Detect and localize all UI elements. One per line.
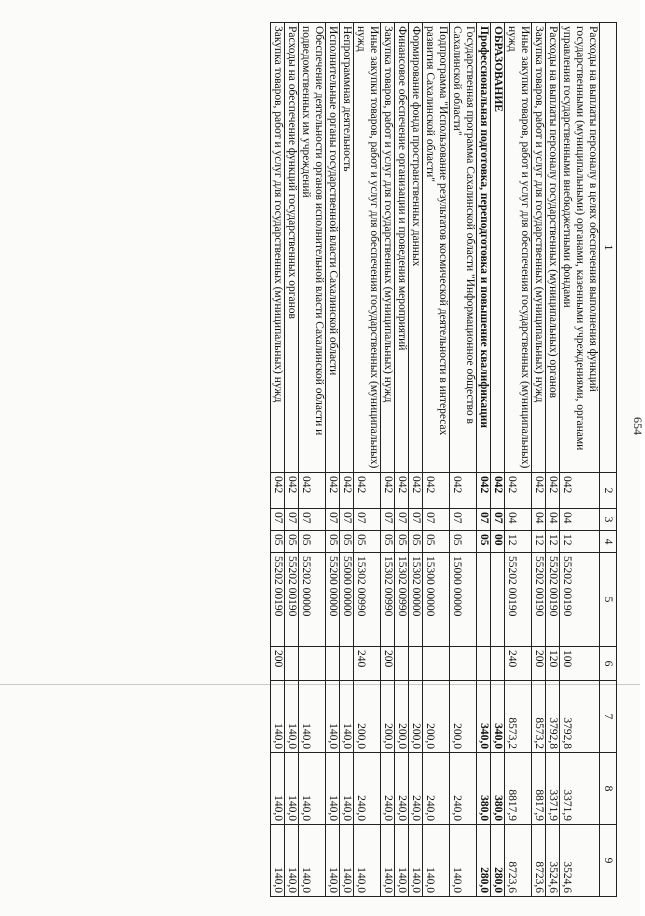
cell-c3: 04 (546, 509, 560, 531)
cell-c9: 140,0 (381, 825, 395, 897)
cell-c7: 8573,2 (505, 681, 532, 753)
cell-c4: 05 (340, 531, 354, 553)
row-label: Закупка товаров, работ и услуг для государственных (муниципальных) нужд (381, 23, 395, 473)
table-row (409, 23, 423, 897)
cell-c7: 200,0 (423, 681, 450, 753)
cell-c7: 3792,8 (546, 681, 560, 753)
cell-c8: 8817,9 (532, 753, 546, 825)
cell-c7: 200,0 (354, 681, 381, 753)
cell-c6 (409, 647, 423, 681)
cell-c3: 07 (381, 509, 395, 531)
cell-c4: 05 (477, 531, 491, 553)
cell-c2: 042 (381, 473, 395, 509)
row-label: Непрограммная деятельность (340, 23, 354, 473)
cell-c3: 04 (532, 509, 546, 531)
cell-c9: 280,0 (477, 825, 491, 897)
table-row (546, 23, 560, 897)
row-label: Иные закупки товаров, работ и услуг для обеспечения государственных (муниципальных) нужд (505, 23, 532, 473)
table-row (395, 23, 409, 897)
cell-c5: 55000 00000 (340, 553, 354, 647)
cell-c7: 200,0 (450, 681, 477, 753)
cell-c7: 3792,8 (560, 681, 600, 753)
cell-c5: 55202 00190 (505, 553, 532, 647)
cell-c4: 12 (505, 531, 532, 553)
cell-c7: 340,0 (491, 681, 505, 753)
cell-c2: 042 (491, 473, 505, 509)
cell-c6: 240 (354, 647, 381, 681)
cell-c6 (450, 647, 477, 681)
cell-c6 (326, 647, 340, 681)
col-header: 2 (600, 473, 617, 509)
cell-c6: 240 (505, 647, 532, 681)
cell-c7: 140,0 (340, 681, 354, 753)
cell-c9: 3524,6 (546, 825, 560, 897)
cell-c4: 12 (560, 531, 600, 553)
cell-c4: 05 (271, 531, 285, 553)
cell-c6: 200 (381, 647, 395, 681)
cell-c5: 15302 00990 (395, 553, 409, 647)
cell-c2: 042 (546, 473, 560, 509)
cell-c3: 07 (477, 509, 491, 531)
cell-c6: 120 (546, 647, 560, 681)
table-row (491, 23, 505, 897)
cell-c8: 380,0 (491, 753, 505, 825)
cell-c9: 140,0 (450, 825, 477, 897)
table-row (326, 23, 340, 897)
cell-c9: 8723,6 (532, 825, 546, 897)
table-row (340, 23, 354, 897)
cell-c5: 15302 00990 (381, 553, 395, 647)
row-label: Расходы на выплаты персоналу государственных (муниципальных) органов (546, 23, 560, 473)
cell-c2: 042 (532, 473, 546, 509)
table-row (423, 23, 450, 897)
cell-c3: 07 (340, 509, 354, 531)
cell-c6 (491, 647, 505, 681)
cell-c2: 042 (299, 473, 326, 509)
cell-c8: 240,0 (450, 753, 477, 825)
table-row (505, 23, 532, 897)
table-row (560, 23, 600, 897)
cell-c9: 140,0 (409, 825, 423, 897)
cell-c5: 15302 00990 (354, 553, 381, 647)
cell-c2: 042 (409, 473, 423, 509)
cell-c9: 140,0 (354, 825, 381, 897)
cell-c3: 07 (491, 509, 505, 531)
cell-c3: 07 (450, 509, 477, 531)
row-label: Иные закупки товаров, работ и услуг для обеспечения государственных (муниципальных) нужд (354, 23, 381, 473)
budget-table (270, 22, 617, 897)
cell-c2: 042 (505, 473, 532, 509)
table-row (450, 23, 477, 897)
col-header: 9 (600, 825, 617, 897)
row-label: Закупка товаров, работ и услуг для государственных (муниципальных) нужд (532, 23, 546, 473)
col-header: 3 (600, 509, 617, 531)
cell-c9: 3524,6 (560, 825, 600, 897)
cell-c2: 042 (423, 473, 450, 509)
row-label: Финансовое обеспечение организации и проведения мероприятий (395, 23, 409, 473)
row-label: Расходы на выплаты персоналу в целях обеспечения выполнения функций государственными (муниципальными) органами, казенными учреждениями, органами управления государственными внебюджетными фондами (560, 23, 600, 473)
cell-c5 (491, 553, 505, 647)
cell-c7: 140,0 (299, 681, 326, 753)
col-header: 7 (600, 681, 617, 753)
cell-c5: 55200 00000 (326, 553, 340, 647)
cell-c3: 07 (423, 509, 450, 531)
cell-c4: 00 (491, 531, 505, 553)
cell-c7: 140,0 (285, 681, 299, 753)
cell-c2: 042 (285, 473, 299, 509)
cell-c7: 140,0 (326, 681, 340, 753)
table-row (477, 23, 491, 897)
col-header: 6 (600, 647, 617, 681)
cell-c9: 140,0 (271, 825, 285, 897)
cell-c2: 042 (560, 473, 600, 509)
row-label: Обеспечение деятельности органов исполнительной власти Сахалинской области и подведомственных им учреждений (299, 23, 326, 473)
cell-c6 (395, 647, 409, 681)
cell-c5: 55202 00190 (271, 553, 285, 647)
cell-c9: 140,0 (326, 825, 340, 897)
page-number: 654 (631, 417, 645, 435)
row-label: Расходы на обеспечение функций государственных органов (285, 23, 299, 473)
cell-c8: 140,0 (271, 753, 285, 825)
cell-c8: 3371,9 (560, 753, 600, 825)
cell-c6: 200 (532, 647, 546, 681)
cell-c4: 05 (299, 531, 326, 553)
cell-c9: 140,0 (299, 825, 326, 897)
cell-c5 (477, 553, 491, 647)
cell-c9: 140,0 (285, 825, 299, 897)
cell-c5: 15300 00000 (423, 553, 450, 647)
cell-c3: 07 (299, 509, 326, 531)
cell-c7: 8573,2 (532, 681, 546, 753)
cell-c3: 07 (271, 509, 285, 531)
cell-c3: 04 (560, 509, 600, 531)
cell-c3: 07 (354, 509, 381, 531)
cell-c8: 140,0 (285, 753, 299, 825)
cell-c4: 05 (450, 531, 477, 553)
cell-c5: 55202 00190 (532, 553, 546, 647)
cell-c9: 140,0 (395, 825, 409, 897)
header-row (600, 23, 617, 897)
table-row (271, 23, 285, 897)
col-header: 5 (600, 553, 617, 647)
cell-c4: 05 (409, 531, 423, 553)
cell-c4: 05 (423, 531, 450, 553)
cell-c6 (340, 647, 354, 681)
cell-c8: 8817,9 (505, 753, 532, 825)
cell-c8: 3371,9 (546, 753, 560, 825)
cell-c3: 07 (409, 509, 423, 531)
col-header: 1 (600, 23, 617, 473)
cell-c5: 55202 00000 (299, 553, 326, 647)
cell-c2: 042 (340, 473, 354, 509)
cell-c2: 042 (354, 473, 381, 509)
table-body (271, 23, 600, 897)
row-label: Формирование фонда пространственных данных (409, 23, 423, 473)
cell-c8: 240,0 (409, 753, 423, 825)
cell-c3: 07 (326, 509, 340, 531)
cell-c9: 280,0 (491, 825, 505, 897)
cell-c7: 200,0 (409, 681, 423, 753)
table-row (285, 23, 299, 897)
cell-c9: 140,0 (423, 825, 450, 897)
cell-c5: 55202 00190 (285, 553, 299, 647)
rotated-table-container (31, 22, 645, 896)
cell-c6 (423, 647, 450, 681)
row-label: ОБРАЗОВАНИЕ (491, 23, 505, 473)
cell-c8: 240,0 (395, 753, 409, 825)
cell-c6 (477, 647, 491, 681)
cell-c4: 05 (381, 531, 395, 553)
cell-c4: 05 (395, 531, 409, 553)
cell-c2: 042 (271, 473, 285, 509)
cell-c4: 05 (326, 531, 340, 553)
cell-c2: 042 (450, 473, 477, 509)
cell-c8: 240,0 (381, 753, 395, 825)
cell-c7: 200,0 (395, 681, 409, 753)
cell-c8: 140,0 (326, 753, 340, 825)
cell-c9: 140,0 (340, 825, 354, 897)
cell-c5: 55202 00190 (560, 553, 600, 647)
cell-c4: 05 (285, 531, 299, 553)
table-row (299, 23, 326, 897)
cell-c7: 340,0 (477, 681, 491, 753)
table-row (532, 23, 546, 897)
cell-c8: 380,0 (477, 753, 491, 825)
cell-c8: 140,0 (340, 753, 354, 825)
cell-c2: 042 (395, 473, 409, 509)
table-row (381, 23, 395, 897)
table-row (354, 23, 381, 897)
row-label: Государственная программа Сахалинской области "Информационное общество в Сахалинской области" (450, 23, 477, 473)
row-label: Исполнительные органы государственной власти Сахалинской области (326, 23, 340, 473)
cell-c7: 200,0 (381, 681, 395, 753)
cell-c6: 200 (271, 647, 285, 681)
cell-c5: 55202 00190 (546, 553, 560, 647)
row-label: Закупка товаров, работ и услуг для государственных (муниципальных) нужд (271, 23, 285, 473)
cell-c5: 15000 00000 (450, 553, 477, 647)
cell-c6 (299, 647, 326, 681)
cell-c6: 100 (560, 647, 600, 681)
cell-c8: 240,0 (354, 753, 381, 825)
cell-c5: 15302 00000 (409, 553, 423, 647)
col-header: 8 (600, 753, 617, 825)
cell-c3: 07 (395, 509, 409, 531)
col-header: 4 (600, 531, 617, 553)
cell-c8: 240,0 (423, 753, 450, 825)
cell-c7: 140,0 (271, 681, 285, 753)
row-label: Профессиональная подготовка, переподготовка и повышение квалификации (477, 23, 491, 473)
cell-c2: 042 (326, 473, 340, 509)
cell-c4: 12 (546, 531, 560, 553)
cell-c6 (285, 647, 299, 681)
row-label: Подпрограмма "Использование результатов космической деятельности в интересах развития Сахалинской области" (423, 23, 450, 473)
cell-c2: 042 (477, 473, 491, 509)
cell-c3: 07 (285, 509, 299, 531)
cell-c3: 04 (505, 509, 532, 531)
cell-c8: 140,0 (299, 753, 326, 825)
cell-c4: 12 (532, 531, 546, 553)
cell-c4: 05 (354, 531, 381, 553)
cell-c9: 8723,6 (505, 825, 532, 897)
